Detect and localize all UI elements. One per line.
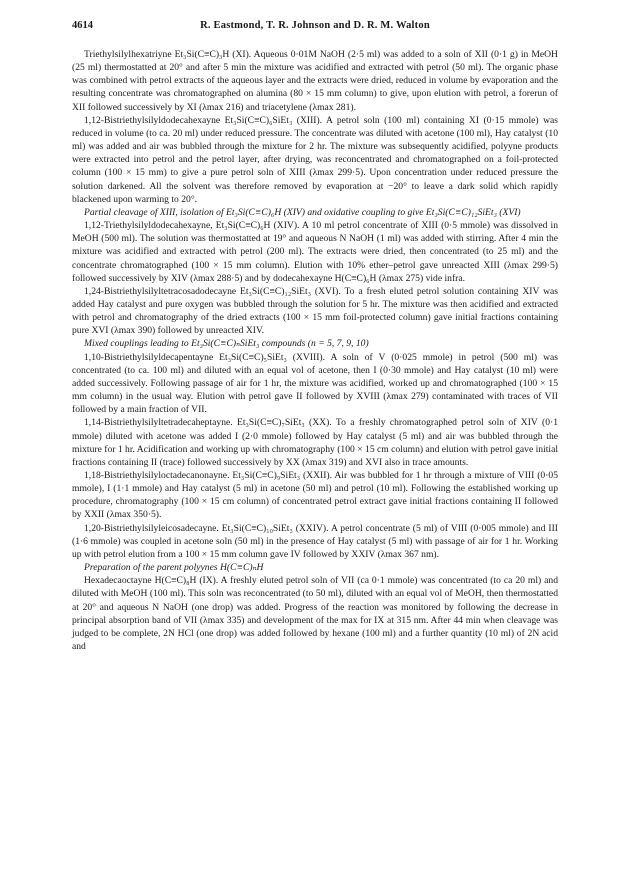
section-heading: Mixed couplings leading to Et₃Si(C≡C)ₙSiEt₃ compounds (n = 5, 7, 9, 10) (84, 338, 369, 350)
section-parent-polyynes (72, 561, 558, 653)
paragraph: 1,12-Bistriethylsilyldodecahexayne Et₃Si(C≡C)₆SiEt₃ (XIII). A petrol soln (100 ml) containing XI (0·15 mmole) was reduced in volume (to ca. 20 ml) under reduced pressure. The concentrate was diluted with acetone (100 ml), Hay catalyst (10 ml) was added and air was bubbled through the mixture for 2 hr. The mixture was subsequently acidified, polyyne products were extracted into petrol and the petrol layer, after drying, was reconcentrated and chromatographed on a foil-protected column (100 × 15 mm) to give a pure petrol soln of XIII (λmax 299·5). Upon concentration under reduced pressure the solution darkened. All the solvent was therefore removed by evaporation at −20° to leave a dark solid which rapidly blackened upon warming to 20°. (72, 114, 558, 205)
paragraph: 1,24-Bistriethylsilyltetracosadodecayne Et₃Si(C≡C)₁₂SiEt₃ (XVI). To a fresh eluted petrol solution containing XIV was added Hay catalyst and pure oxygen was bubbled through the solution for 5 hr. The mixture was then acidified and extracted with petrol and chromatography of the dried extracts (100 × 15 mm foil-protected column) gave initial fractions containing pure XVI (λmax 390) followed by unreacted XIV. (72, 285, 558, 337)
section-intro (72, 48, 558, 206)
paragraph: 1,12-Triethylsilyldodecahexayne, Et₃Si(C≡C)₆H (XIV). A 10 ml petrol concentrate of XIII (0·5 mmole) was dissolved in MeOH (500 ml). The solution was thermostatted at 19° and aqueous N NaOH (1 ml) was added with stirring. After 4 min the mixture was acidified and extracted with petrol (200 ml). The extracts were dried, then concentrated (to 25 ml) and the concentrate chromatographed (100 × 15 mm column). Elution with 10% ether–petrol gave unreacted XIII (λmax 299·5) followed successively by XIV (λmax 288·5) and by dodecahexayne H(C≡C)₆H (λmax 275) vide infra. (72, 220, 558, 284)
section-heading: Preparation of the parent polyynes H(C≡C)ₙH (84, 562, 264, 574)
article-body (72, 48, 558, 653)
paragraph: Triethylsilylhexatriyne Et₃Si(C≡C)₃H (XI). Aqueous 0·01M NaOH (2·5 ml) was added to a soln of XII (0·1 g) in MeOH (25 ml) thermostatted at 20° and after 5 min the mixture was acidified and extracted with petrol (50 ml). The organic phase was combined with petrol extracts of the aqueous layer and the extracts were dried, reduced in volume by evaporation and the resulting concentrate was chromatographed on alumina (80 × 15 mm column) to give, upon elution with petrol, a forerun of XII followed successively by XI (λmax 216) and triacetylene (λmax 281). (72, 49, 558, 113)
running-head: R. Eastmond, T. R. Johnson and D. R. M. Walton (200, 20, 430, 31)
page-header (72, 20, 558, 36)
section-mixed-couplings (72, 337, 558, 561)
page-number: 4614 (72, 20, 93, 31)
paragraph: 1,14-Bistriethylsilyltetradecaheptayne. Et₃Si(C≡C)₇SiEt₃ (XX). To a freshly chromatographed petrol soln of XIV (0·1 mmole) diluted with acetone was added I (2·0 mmole) followed by Hay catalyst (5 ml) and air was bubbled through the mixture for 1 hr. Acidification and working up with chromatography (100 × 15 cm column) and elution with petrol gave initial fractions containing II (trace) followed successively by XX (λmax 319) and XVI also in trace amounts. (72, 417, 558, 468)
section-partial-cleavage (72, 206, 558, 338)
paragraph: 1,18-Bistriethylsilyloctadecanonayne. Et₃Si(C≡C)₉SiEt₃ (XXII). Air was bubbled for 1 hr through a mixture of VIII (0·05 mmole), I (1·1 mmole) and Hay catalyst (5 ml) in acetone (50 ml) and petrol (10 ml). Following the established working up procedure, chromatography (100 × 15 cm column) of concentrated petrol extract gave initial fractions containing II followed by XXII (λmax 350·5). (72, 470, 558, 521)
paragraph: Hexadecaoctayne H(C≡C)₈H (IX). A freshly eluted petrol soln of VII (ca 0·1 mmole) was concentrated (to ca 20 ml) and diluted with MeOH (100 ml). This soln was reconcentrated (to 50 ml), diluted with an equal vol of MeOH, then thermostatted at 20° and aqueous N NaOH (one drop) was added. Progress of the reaction was monitored by following the decrease in principal absorption band of VII (λmax 335) and development of the max for IX at 315 nm. After 44 min when cleavage was judged to be complete, 2N HCl (one drop) was added followed by hexane (100 ml) and a further quantity (10 ml) of 2N acid and (72, 575, 558, 653)
paragraph: 1,10-Bistriethylsilyldecapentayne Et₃Si(C≡C)₅SiEt₃ (XVIII). A soln of V (0·025 mmole) in petrol (500 ml) was concentrated (to ca. 100 ml) and diluted with an equal vol of acetone, then I (0·30 mmole) and Hay catalyst (10 ml) were added successively. Following passage of air for 1 hr, the mixture was acidified, worked up and chromatographed (100 × 15 mm column) in the usual way. Elution with petrol gave II followed by XVIII (λmax 279) contaminated with traces of VII followed by a main fraction of VII. (72, 351, 558, 416)
paragraph: 1,20-Bistriethylsilyleicosadecayne. Et₃Si(C≡C)₁₀SiEt₃ (XXIV). A petrol concentrate (5 ml) of VIII (0·005 mmole) and III (1·6 mmole) was coupled in acetone soln (50 ml) in the presence of Hay catalyst (5 ml) with passage of air for 1 hr. Working up with petrol elution from a 100 × 15 mm column gave IV followed by XXIV (λmax 367 nm). (72, 522, 558, 560)
section-heading: Partial cleavage of XIII, isolation of Et₃Si(C≡C)₆H (XIV) and oxidative coupling to give Et₃Si(C≡C)₁₂SiEt₃ (XVI) (84, 206, 521, 218)
